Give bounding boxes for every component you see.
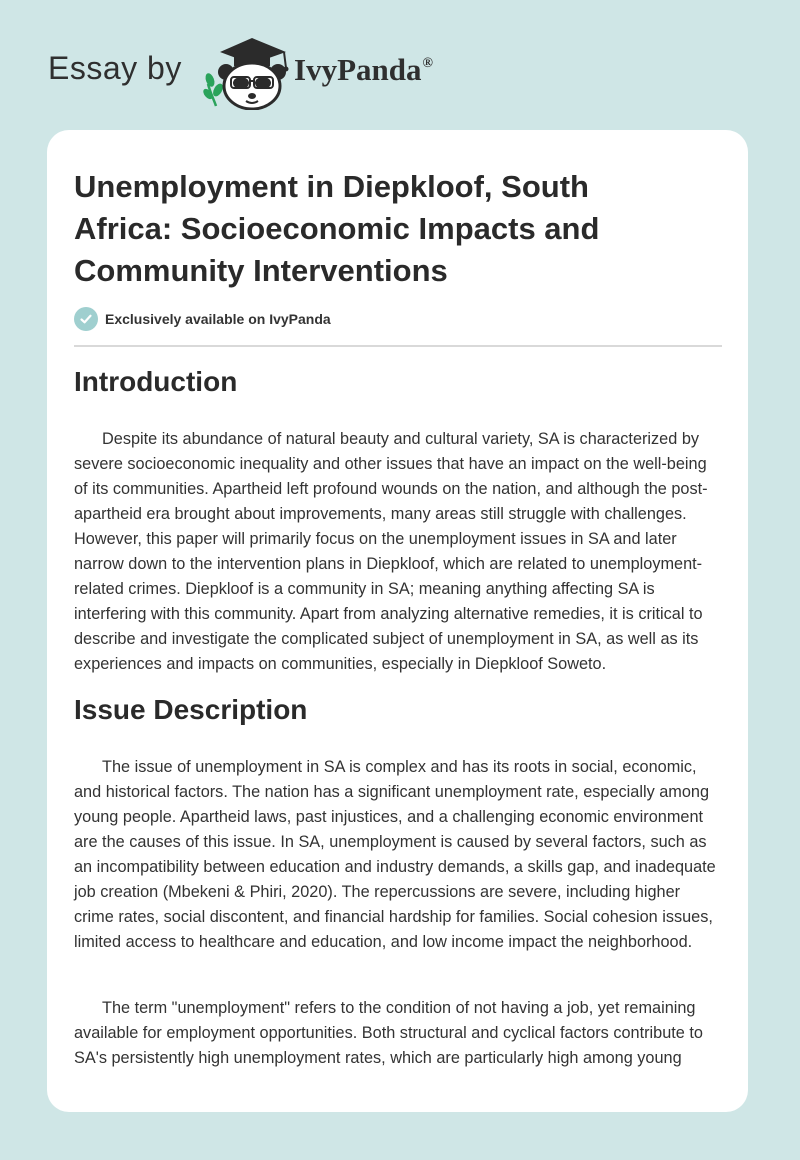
divider	[74, 345, 722, 347]
section-heading-introduction: Introduction	[74, 366, 238, 397]
article-title: Unemployment in Diepkloof, South Africa: Socioeconomic Impacts and Community Interventions	[74, 169, 600, 288]
article-card	[47, 130, 748, 1112]
registered-mark: ®	[422, 55, 433, 71]
paragraph: The issue of unemployment in SA is complex and has its roots in social, economic, and historical factors. The nation has a significant unemployment rate, especially among young people. Apartheid laws, past injustices, and a challenging economic environment are the causes of this issue. In SA, unemployment is caused by several factors, such as an incompatibility between education and industry demands, a skills gap, and inadequate job creation (Mbekeni & Phiri, 2020). The repercussions are severe, including higher crime rates, social discontent, and financial hardship for families. Social cohesion issues, limited access to healthcare and education, and low income impact the neighborhood.	[74, 758, 716, 951]
paragraph: The term "unemployment" refers to the condition of not having a job, yet remaining available for employment opportunities. Both structural and cyclical factors contribute to SA's persistently high unemployment rates, which are particularly high among young	[74, 999, 703, 1067]
panda-logo-icon[interactable]	[200, 34, 296, 110]
site-header	[0, 0, 800, 130]
check-icon	[74, 307, 98, 331]
section-heading-issue-description: Issue Description	[74, 694, 308, 725]
brand-prefix: Essay by	[48, 50, 182, 86]
badge-text: Exclusively available on IvyPanda	[105, 311, 331, 327]
exclusive-badge	[74, 306, 331, 332]
brand-name-text: IvyPanda	[294, 52, 422, 87]
paragraph: Despite its abundance of natural beauty and cultural variety, SA is characterized by severe socioeconomic inequality and other issues that have an impact on the well-being of its communities. Apartheid left profound wounds on the nation, and although the post-apartheid era brought about improvements, many areas still struggle with challenges. However, this paper will primarily focus on the unemployment issues in SA and later narrow down to the intervention plans in Diepkloof, which are related to unemployment-related crimes. Diepkloof is a community in SA; meaning anything affecting SA is interfering with this community. Apart from analyzing alternative remedies, it is critical to describe and investigate the complicated subject of unemployment in SA, as well as its experiences and impacts on communities, especially in Diepkloof Soweto.	[74, 430, 708, 673]
brand-name[interactable]	[294, 52, 433, 88]
